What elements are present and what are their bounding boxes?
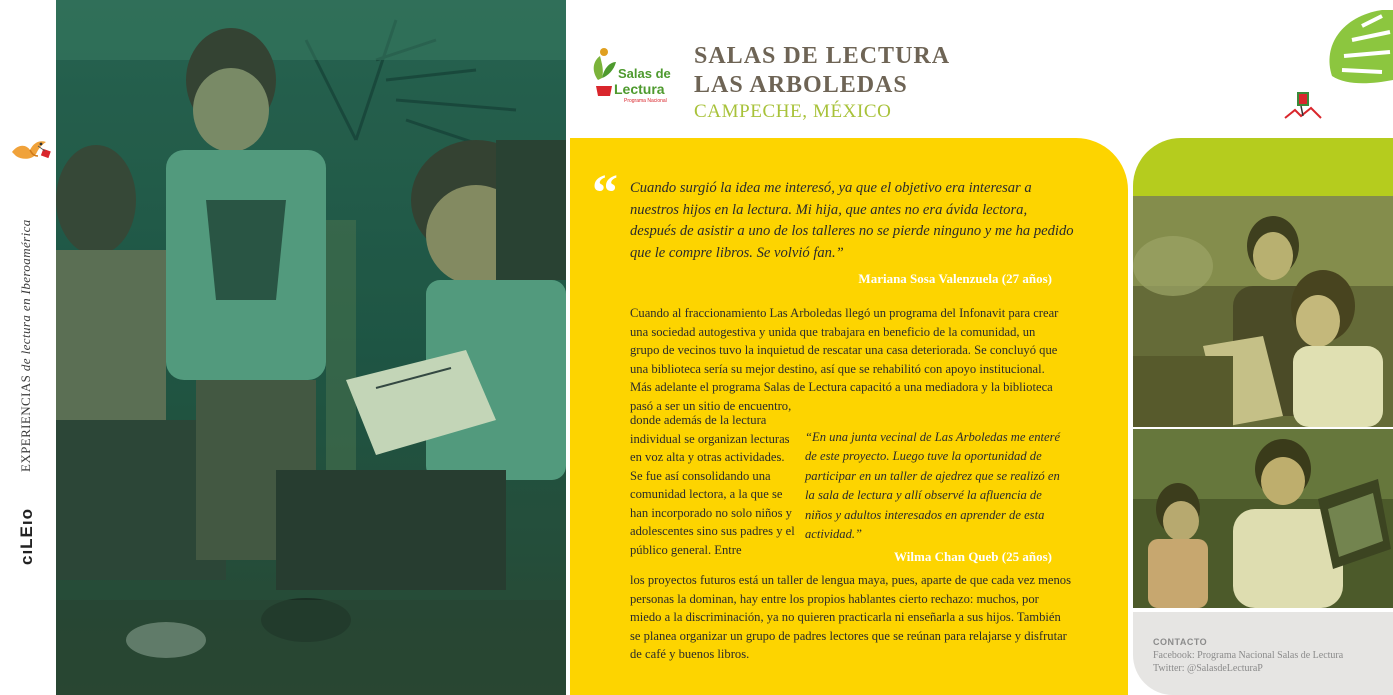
series-caps: EXPERIENCIAS <box>18 374 33 472</box>
monstera-leaf-icon <box>1322 6 1393 86</box>
cerlalc-logo: cıLEıo <box>17 507 36 565</box>
testimonial-quote-2: “En una junta vecinal de Las Arboledas me enteré de este proyecto. Luego tuve la oportunidad de participar en un taller de ajedrez que se realizó en la sala de lectura y allí observé la afluencia de niños y adultos interesados en aprender de esta actividad.” <box>805 430 1061 542</box>
sidebar-strip <box>0 0 56 695</box>
article-paragraph-3: los proyectos futuros está un taller de lengua maya, pues, aparte de que cada vez menos personas la dominan, hay entre los propios hablantes cierto rechazo: muchos, por miedo a la discriminación, ya no quieren practicarla ni enseñarla a sus hijos. También se planea organizar un grupo de padres lectores que se reúnan para relajarse y disfrutar de café y buenos libros. <box>630 573 1071 661</box>
series-rest: de lectura en Iberoamérica <box>18 219 33 375</box>
main-photo-children-reading <box>56 0 566 695</box>
logo-line1: Salas de <box>618 66 671 81</box>
article-paragraph-2: donde además de la lectura individual se organizan lecturas en voz alta y otras actividades. Se fue así consolidando una comunidad lectora, a la que se han incorporado no solo niños y adolescentes sino sus padres y el público general. Entre <box>630 413 795 557</box>
photo-r2-illustration <box>1133 429 1393 608</box>
contact-heading: CONTACTO <box>1153 637 1208 647</box>
series-vertical-label <box>18 219 34 472</box>
running-book-icon <box>1281 88 1325 122</box>
logo-plant-icon <box>584 42 682 108</box>
page-title <box>694 42 950 100</box>
title-line1: SALAS DE LECTURA <box>694 43 951 69</box>
contact-facebook-link[interactable]: Facebook: Programa Nacional Salas de Lectura <box>1153 650 1344 661</box>
title-line2: LAS ARBOLEDAS <box>694 72 908 98</box>
logo-line3: Programa Nacional <box>624 98 667 104</box>
contact-twitter-link[interactable]: Twitter: @SalasdeLecturaP <box>1153 663 1263 674</box>
photo-mother-and-daughter <box>1133 196 1393 427</box>
testimonial-quote-1: Cuando surgió la idea me interesó, ya que el objetivo era interesar a nuestros hijos en la lectura. Mi hija, que antes no era ávida lectora, después de asistir a uno de los talleres no se pierde ninguno y me ha pedido que le compre libros. Se volvió fan.” <box>630 180 1074 261</box>
main-photo-illustration <box>56 0 566 695</box>
article-paragraph-1: Cuando al fraccionamiento Las Arboledas llegó un programa del Infonavit para crear una sociedad autogestiva y unida que trabajara en beneficio de la comunidad, un grupo de vecinos tuvo la inquietud de rescatar una casa deteriorada. Se concluyó que una biblioteca sería su mejor destino, así que se rehabilitó con apoyo institucional. Más adelante el programa Salas de Lectura capacitó a una mediadora y la biblioteca pasó a ser un sitio de encuentro, <box>630 306 1059 413</box>
photo-woman-reading-to-child <box>1133 429 1393 608</box>
testimonial-author-2: Wilma Chan Queb (25 años) <box>894 549 1052 564</box>
bird-carrying-book-icon <box>8 134 52 168</box>
testimonial-author-1: Mariana Sosa Valenzuela (27 años) <box>858 271 1052 286</box>
opening-quote-mark: “ <box>592 165 618 222</box>
green-accent-tab <box>1133 138 1393 196</box>
page-subtitle: CAMPECHE, MÉXICO <box>694 101 892 122</box>
salas-de-lectura-logo <box>584 42 682 108</box>
logo-line2: Lectura <box>614 81 665 97</box>
photo-r1-illustration <box>1133 196 1393 427</box>
